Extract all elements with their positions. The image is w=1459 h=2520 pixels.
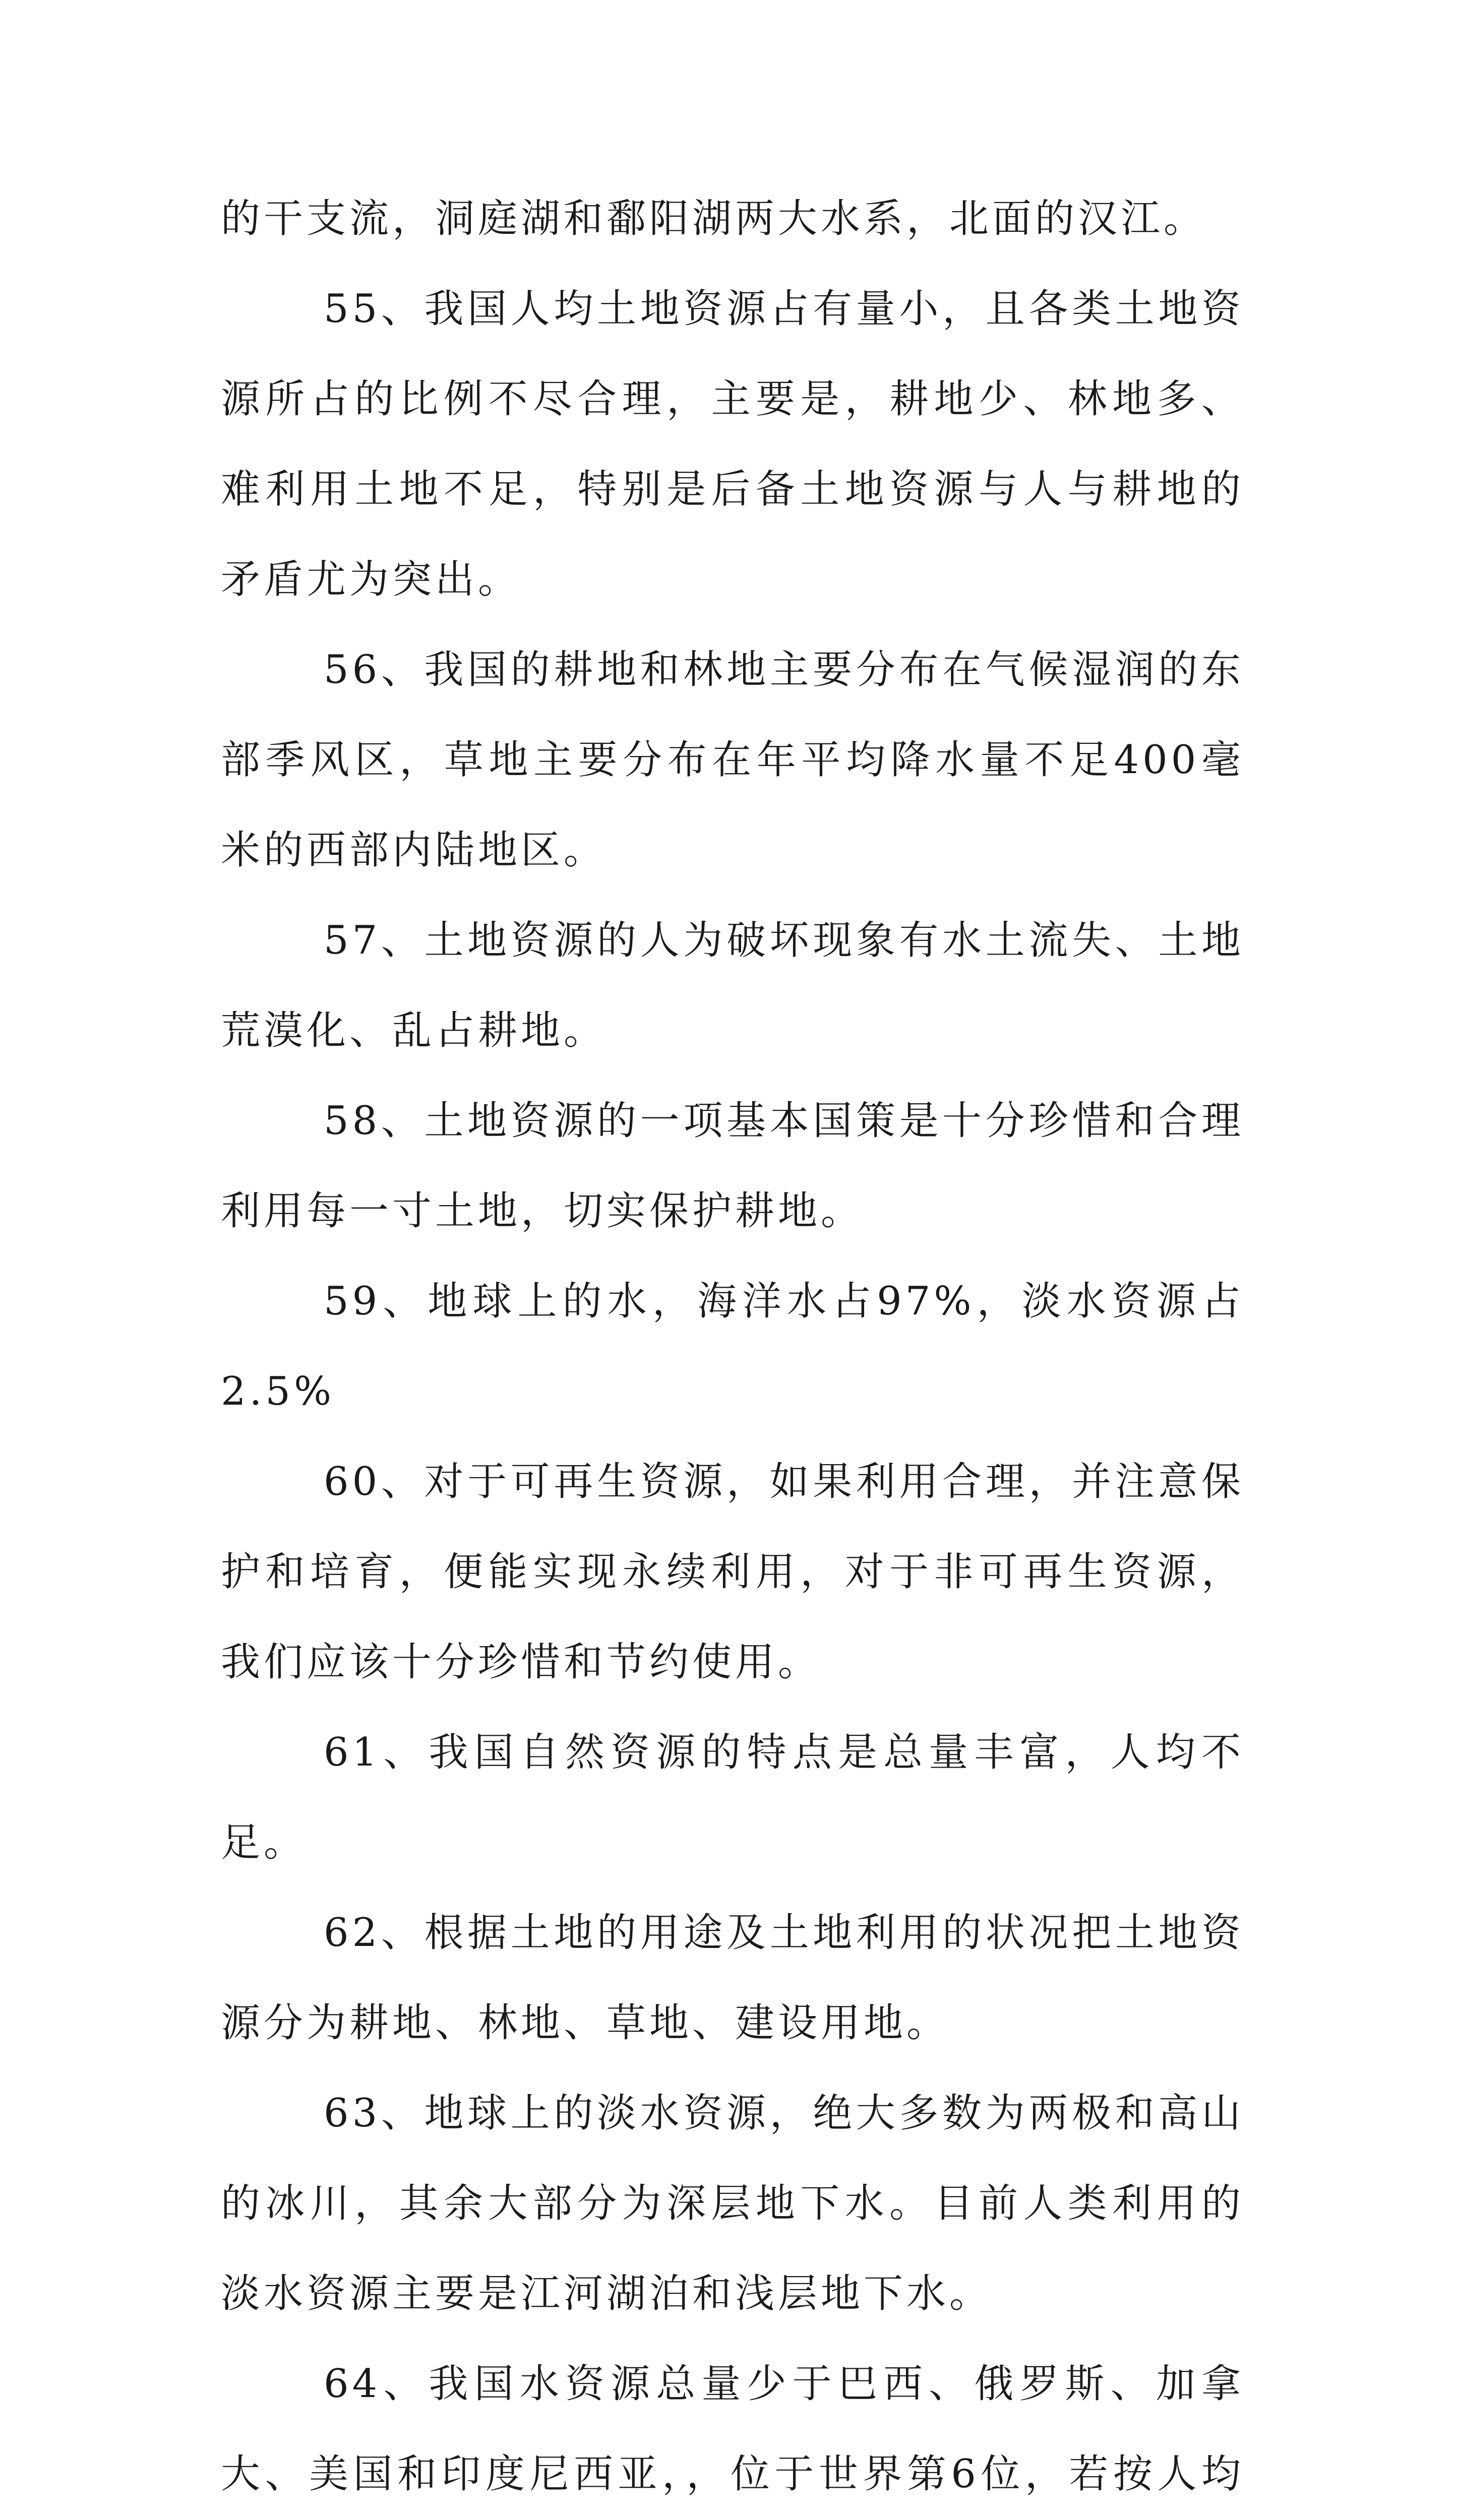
paragraph-item-63: 63、地球上的淡水资源，绝大多数为两极和高山的冰川，其余大部分为深层地下水。目前人类利用的淡水资源主要是江河湖泊和浅层地下水。 <box>221 2091 1244 2316</box>
paragraph-continuation: 的干支流，洞庭湖和鄱阳湖两大水系，北面的汉江。 <box>221 196 1207 241</box>
document-body <box>221 174 1244 2520</box>
paragraph-item-55: 55、我国人均土地资源占有量小，且各类土地资源所占的比例不尽合理，主要是，耕地少、林地多、难利用土地不足，特别是后备土地资源与人与耕地的矛盾尤为突出。 <box>221 286 1244 602</box>
paragraph-item-64: 64、我国水资源总量少于巴西、俄罗斯、加拿大、美国和印度尼西亚，，位于世界第6位，若按人均 <box>221 2361 1244 2497</box>
paragraph-item-62: 62、根据土地的用途及土地利用的状况把土地资源分为耕地、林地、草地、建设用地。 <box>221 1910 1244 2046</box>
paragraph-item-60: 60、对于可再生资源，如果利用合理，并注意保护和培育，便能实现永续利用，对于非可再生资源，我们应该十分珍惜和节约使用。 <box>221 1459 1244 1685</box>
paragraph-item-58: 58、土地资源的一项基本国策是十分珍惜和合理利用每一寸土地，切实保护耕地。 <box>221 1098 1244 1234</box>
paragraph-item-59: 59、地球上的水，海洋水占97%，淡水资源占2.5% <box>221 1279 1244 1414</box>
paragraph-item-57: 57、土地资源的人为破坏现象有水土流失、土地荒漠化、乱占耕地。 <box>221 918 1244 1053</box>
paragraph-item-56: 56、我国的耕地和林地主要分布在气候湿润的东部季风区，草地主要分布在年平均降水量不足400毫米的西部内陆地区。 <box>221 647 1244 873</box>
paragraph-item-61: 61、我国自然资源的特点是总量丰富，人均不足。 <box>221 1730 1244 1865</box>
